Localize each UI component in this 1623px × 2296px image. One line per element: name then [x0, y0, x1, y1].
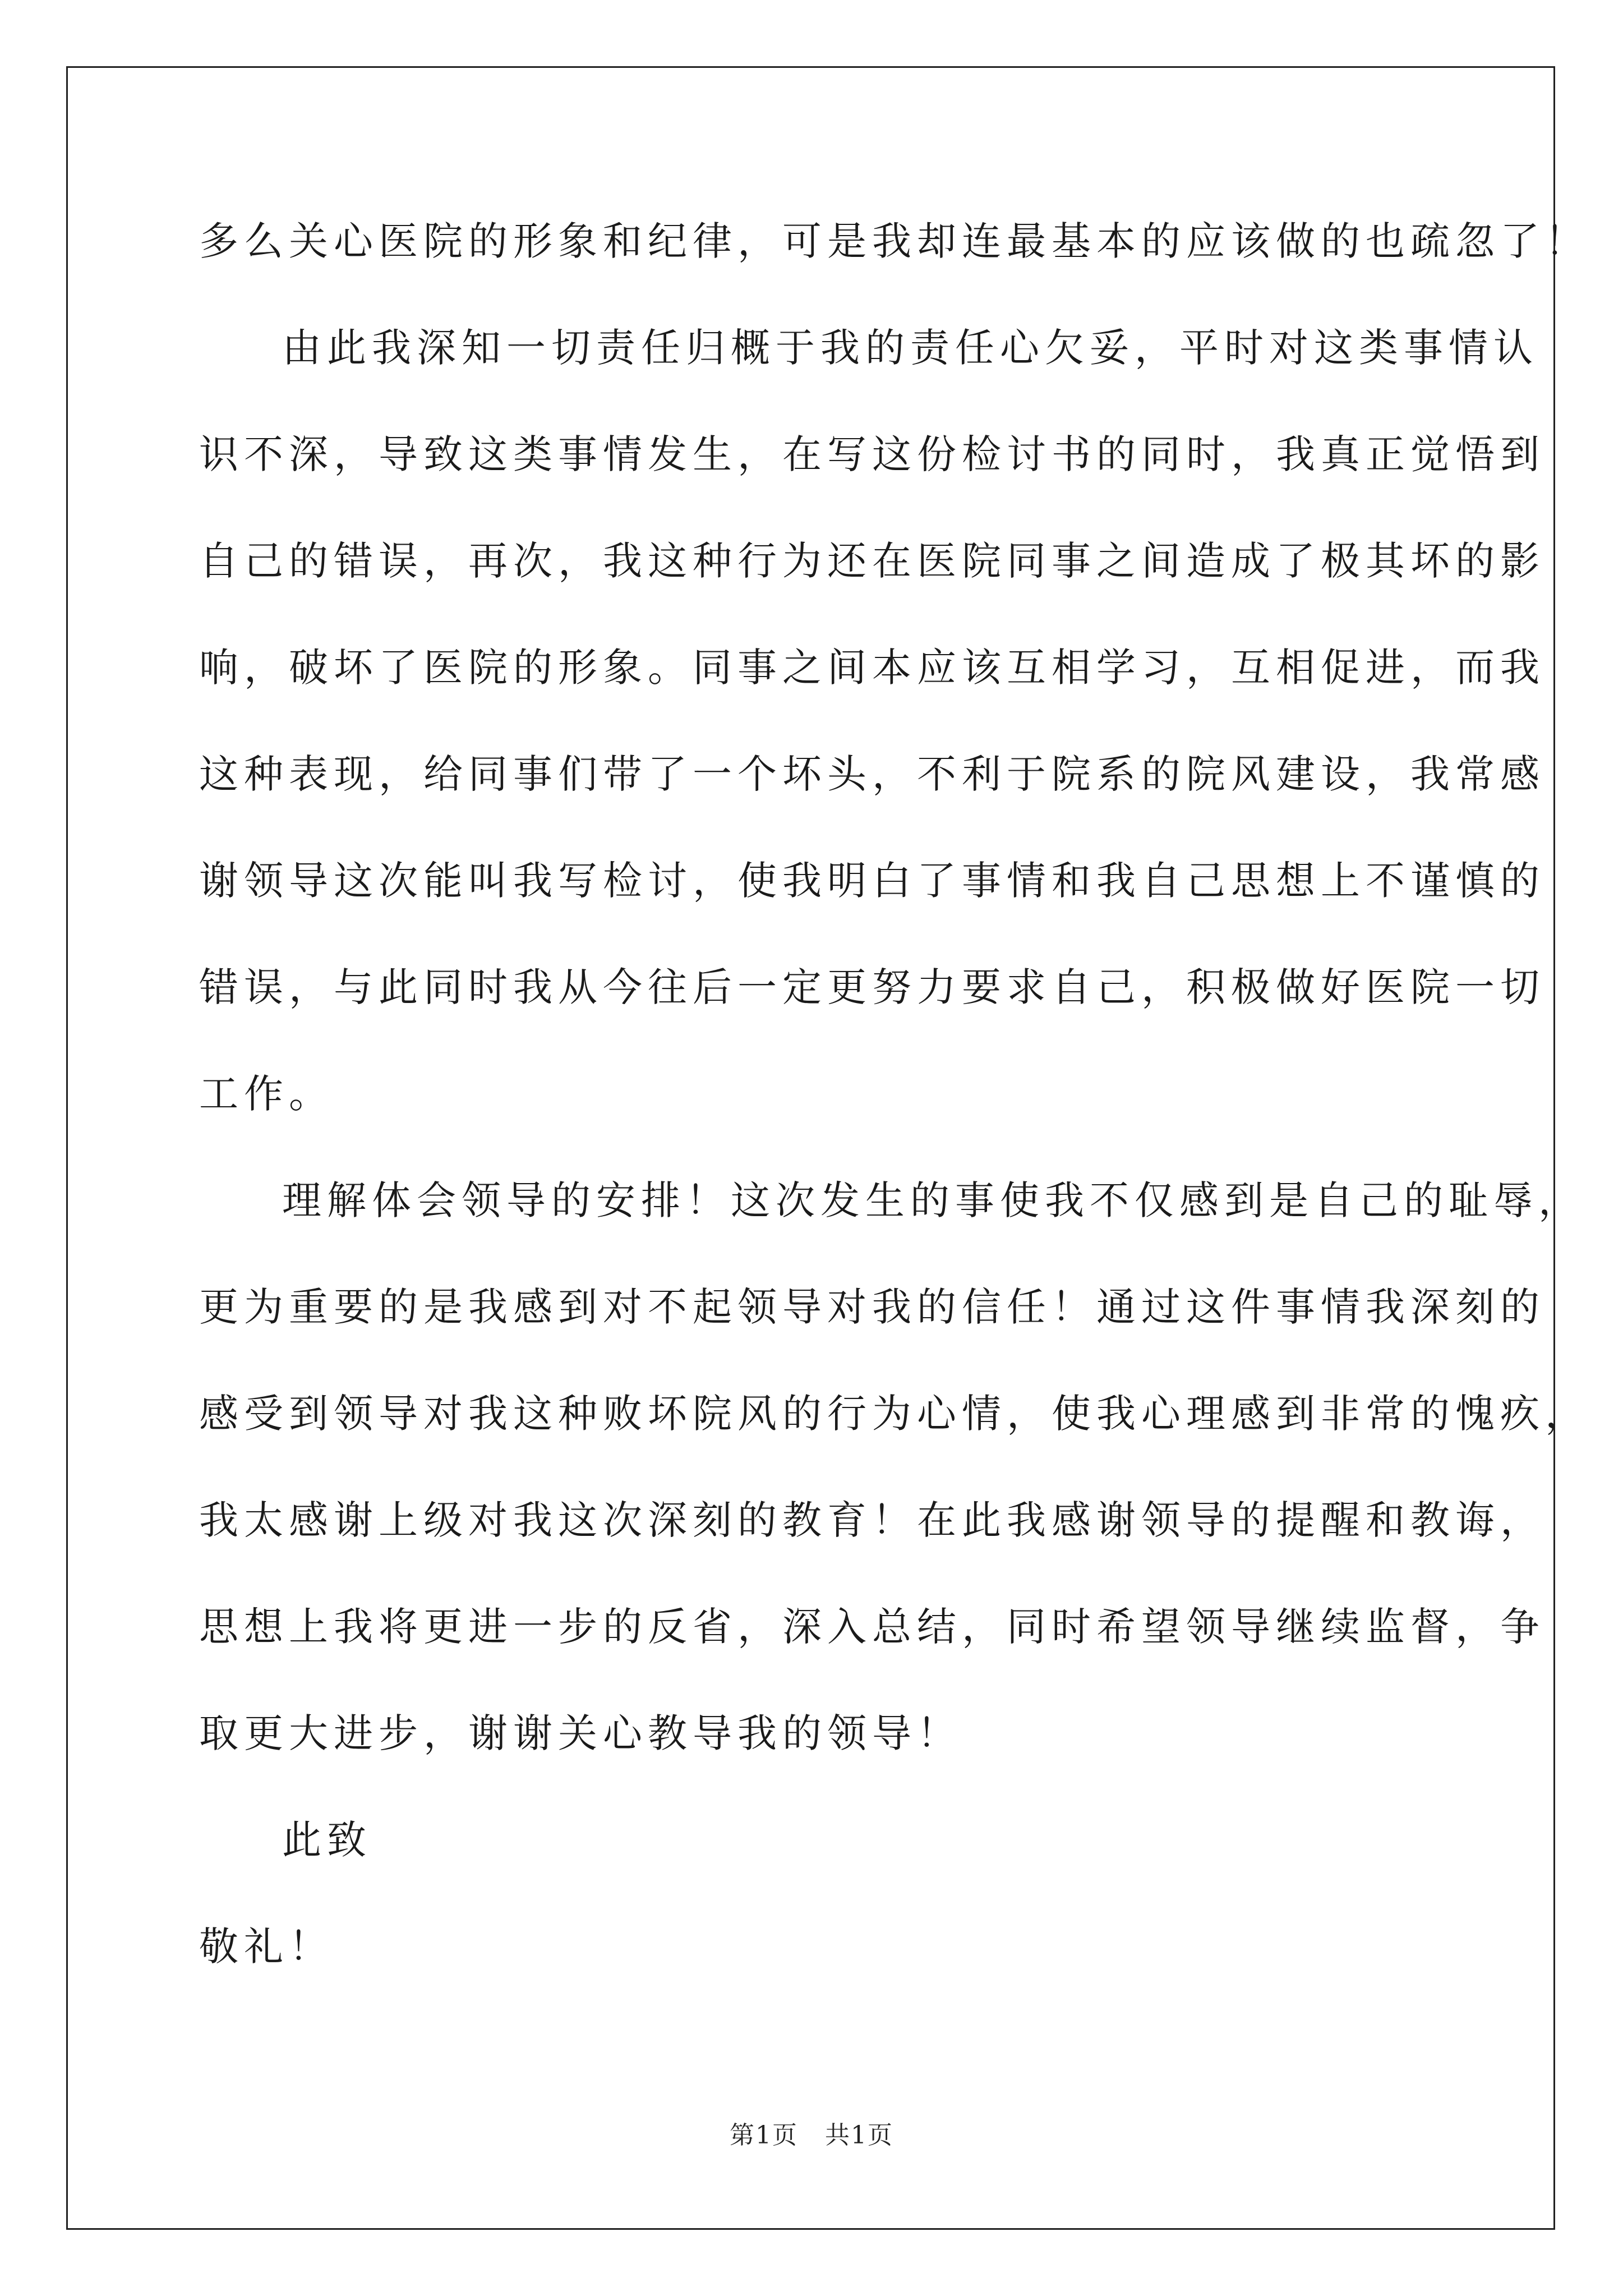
text-line: 谢领导这次能叫我写检讨，使我明白了事情和我自己思想上不谨慎的: [199, 858, 1545, 904]
closing-line: 此致: [282, 1817, 372, 1863]
text-line: 我太感谢上级对我这次深刻的教育！在此我感谢领导的提醒和教诲，: [199, 1497, 1545, 1543]
text-line: 多么关心医院的形象和纪律，可是我却连最基本的应该做的也疏忽了！: [199, 218, 1590, 264]
text-line: 更为重要的是我感到对不起领导对我的信任！通过这件事情我深刻的: [199, 1284, 1545, 1330]
text-line: 理解体会领导的安排！这次发生的事使我不仅感到是自己的耻辱，: [282, 1177, 1583, 1223]
text-line: 由此我深知一切责任归概于我的责任心欠妥，平时对这类事情认: [282, 325, 1538, 371]
text-line: 错误，与此同时我从今往后一定更努力要求自己，积极做好医院一切: [199, 964, 1545, 1010]
page-total: 共1页: [825, 2121, 893, 2150]
text-line: 自己的错误，再次，我这种行为还在医院同事之间造成了极其坏的影: [199, 538, 1545, 584]
page-number: 第1页: [730, 2121, 798, 2150]
salutation-line: 敬礼！: [199, 1924, 334, 1970]
text-line: 识不深，导致这类事情发生，在写这份检讨书的同时，我真正觉悟到: [199, 431, 1545, 477]
text-line: 取更大进步，谢谢关心教导我的领导！: [199, 1710, 962, 1756]
text-line: 思想上我将更进一步的反省，深入总结，同时希望领导继续监督，争: [199, 1604, 1545, 1650]
text-line: 感受到领导对我这种败坏院风的行为心情，使我心理感到非常的愧疚，: [199, 1391, 1590, 1437]
document-body: [199, 210, 1590, 2022]
text-line: 工作。: [199, 1071, 334, 1117]
text-line: 响，破坏了医院的形象。同事之间本应该互相学习，互相促进，而我: [199, 645, 1545, 691]
text-line: 这种表现，给同事们带了一个坏头，不利于院系的院风建设，我常感: [199, 751, 1545, 797]
page-footer: [0, 2115, 1623, 2151]
